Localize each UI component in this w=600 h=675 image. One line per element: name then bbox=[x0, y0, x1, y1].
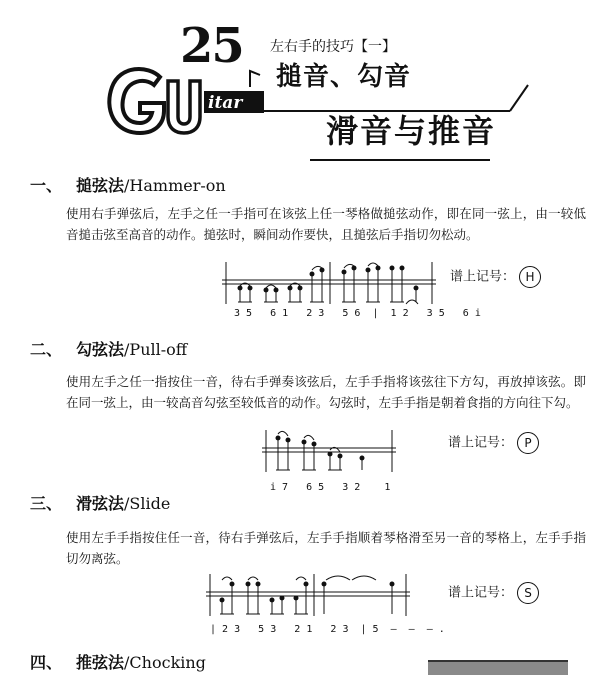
logo-u-shape bbox=[168, 81, 200, 133]
section-title-hammer-on: 一、 搥弦法/Hammer-on bbox=[30, 176, 226, 195]
title-line-2: 滑音与推音 bbox=[326, 112, 497, 150]
section-title-pull-off: 二、 勾弦法/Pull-off bbox=[30, 340, 188, 359]
numbered-notation-slide: | 2 3 5 3 2 1 2 3 | 5 — — — . bbox=[210, 624, 445, 635]
hammer-on-symbol: H bbox=[519, 266, 541, 288]
numbered-notation-pull-off: i 7 6 5 3 2 1 bbox=[270, 482, 391, 493]
series-title: 左右手的技巧【一】 bbox=[270, 39, 396, 55]
music-note-icon bbox=[250, 71, 260, 87]
note-group bbox=[220, 576, 395, 614]
notation-staff-slide bbox=[206, 572, 416, 622]
note-group bbox=[276, 431, 365, 470]
pull-off-symbol: P bbox=[517, 432, 539, 454]
notation-staff-hammer-on bbox=[222, 260, 442, 310]
lesson-number: 25 bbox=[180, 18, 243, 74]
section-title-chocking: 四、 推弦法/Chocking bbox=[30, 653, 206, 672]
record-symbol-pull-off: 谱上记号： P bbox=[448, 432, 539, 454]
numbered-notation-hammer-on: 3 5 6 1 2 3 5 6 | 1 2 3 5 6 i bbox=[234, 308, 481, 319]
logo-g-shape bbox=[109, 69, 164, 133]
slide-symbol: S bbox=[517, 582, 539, 604]
section-body-pull-off: 使用左手之任一指按住一音，待右手弹奏该弦后，左手手指将该弦往下方勾，再放掉该弦。即在同一弦上，由一较高音勾弦至较低音的动作。勾弦时，左手手指是朝着食指的方向往下勾。 bbox=[66, 374, 586, 410]
section-body-hammer-on: 使用右手弹弦后，左手之任一手指可在该弦上任一琴格做搥弦动作，即在同一弦上，由一较低音搥击弦至高音的动作。搥弦时，瞬间动作要快，且搥弦后手指切勿松动。 bbox=[66, 206, 586, 242]
title-line-1: 搥音、勾音 bbox=[276, 62, 412, 92]
section-title-slide: 三、 滑弦法/Slide bbox=[30, 494, 171, 513]
notation-staff-pull-off bbox=[262, 428, 402, 478]
record-symbol-hammer-on: 谱上记号： H bbox=[450, 266, 541, 288]
logo-itar-text: itar bbox=[208, 93, 243, 113]
record-symbol-slide: 谱上记号： S bbox=[448, 582, 539, 604]
section-body-slide: 使用左手手指按住任一音，待右手弹弦后，左手手指顺着琴格滑至另一音的琴格上，左手手指切勿离弦。 bbox=[66, 530, 586, 566]
